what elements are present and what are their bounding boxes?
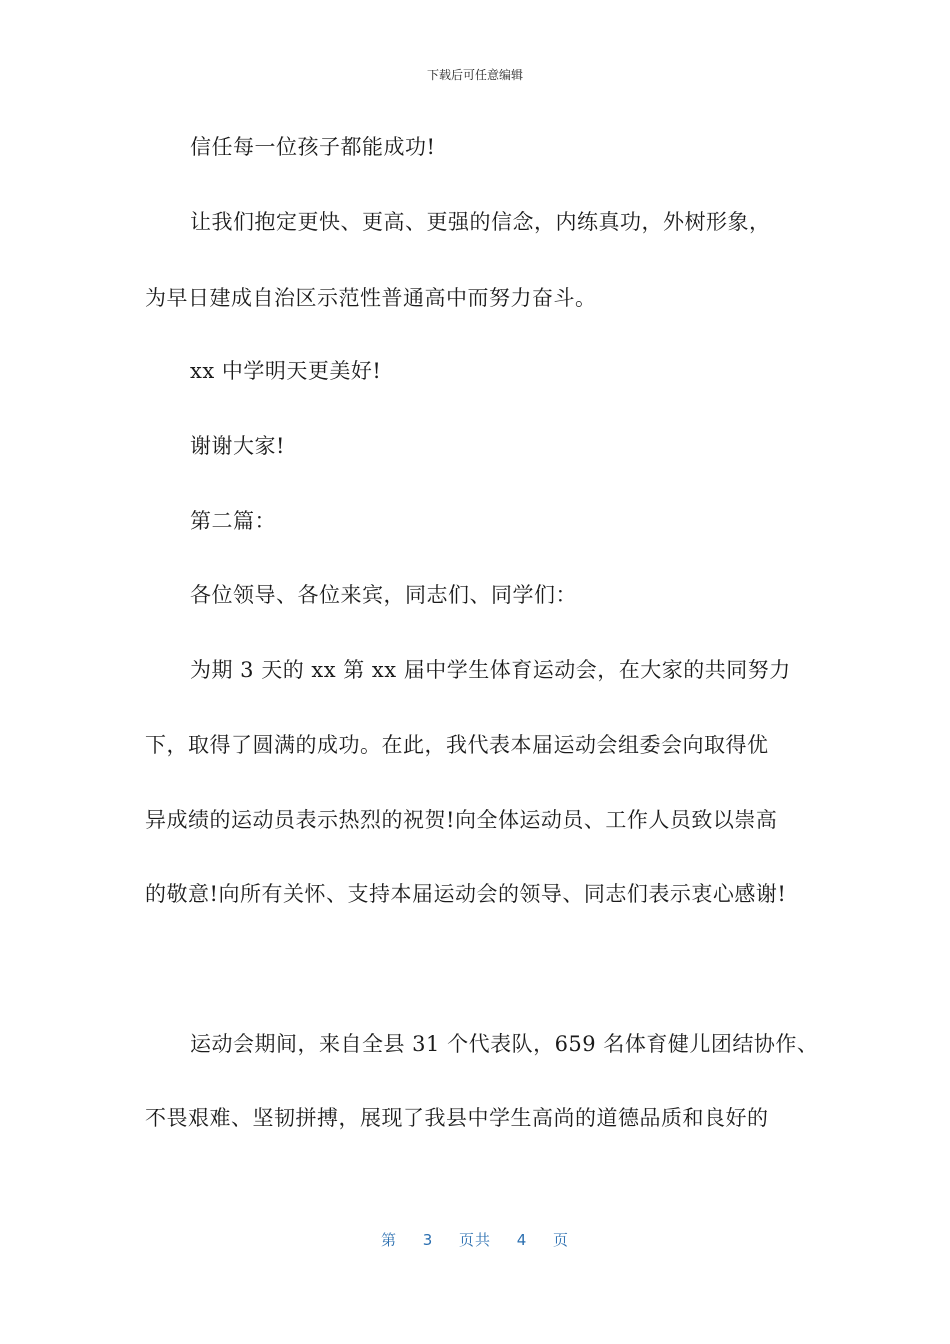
footer-total-pages: 4 — [516, 1231, 528, 1249]
body-line-8: 为期 3 天的 xx 第 xx 届中学生体育运动会，在大家的共同努力 — [190, 658, 791, 682]
body-line-9: 下，取得了圆满的成功。在此，我代表本届运动会组委会向取得优 — [145, 733, 769, 757]
footer-middle: 页共 — [458, 1231, 491, 1249]
body-line-13: 不畏艰难、坚韧拼搏，展现了我县中学生高尚的道德品质和良好的 — [145, 1106, 769, 1130]
body-line-4: xx 中学明天更美好! — [190, 359, 382, 383]
body-line-2: 让我们抱定更快、更高、更强的信念，内练真功，外树形象， — [190, 210, 771, 234]
footer-suffix: 页 — [553, 1231, 570, 1249]
body-line-11: 的敬意!向所有关怀、支持本届运动会的领导、同志们表示衷心感谢! — [145, 882, 787, 906]
footer-prefix: 第 — [380, 1231, 397, 1249]
body-line-12: 运动会期间，来自全县 31 个代表队，659 名体育健儿团结协作、 — [190, 1032, 819, 1056]
page-footer — [0, 1229, 950, 1250]
footer-current-page: 3 — [422, 1231, 434, 1249]
page-header: 下载后可任意编辑 — [426, 68, 523, 82]
body-line-3: 为早日建成自治区示范性普通高中而努力奋斗。 — [145, 286, 597, 310]
body-line-10: 异成绩的运动员表示热烈的祝贺!向全体运动员、工作人员致以崇高 — [145, 808, 778, 832]
section-heading: 第二篇： — [190, 509, 276, 533]
body-line-5: 谢谢大家! — [190, 434, 285, 458]
body-line-7: 各位领导、各位来宾，同志们、同学们： — [190, 583, 577, 607]
body-line-1: 信任每一位孩子都能成功! — [190, 135, 436, 159]
